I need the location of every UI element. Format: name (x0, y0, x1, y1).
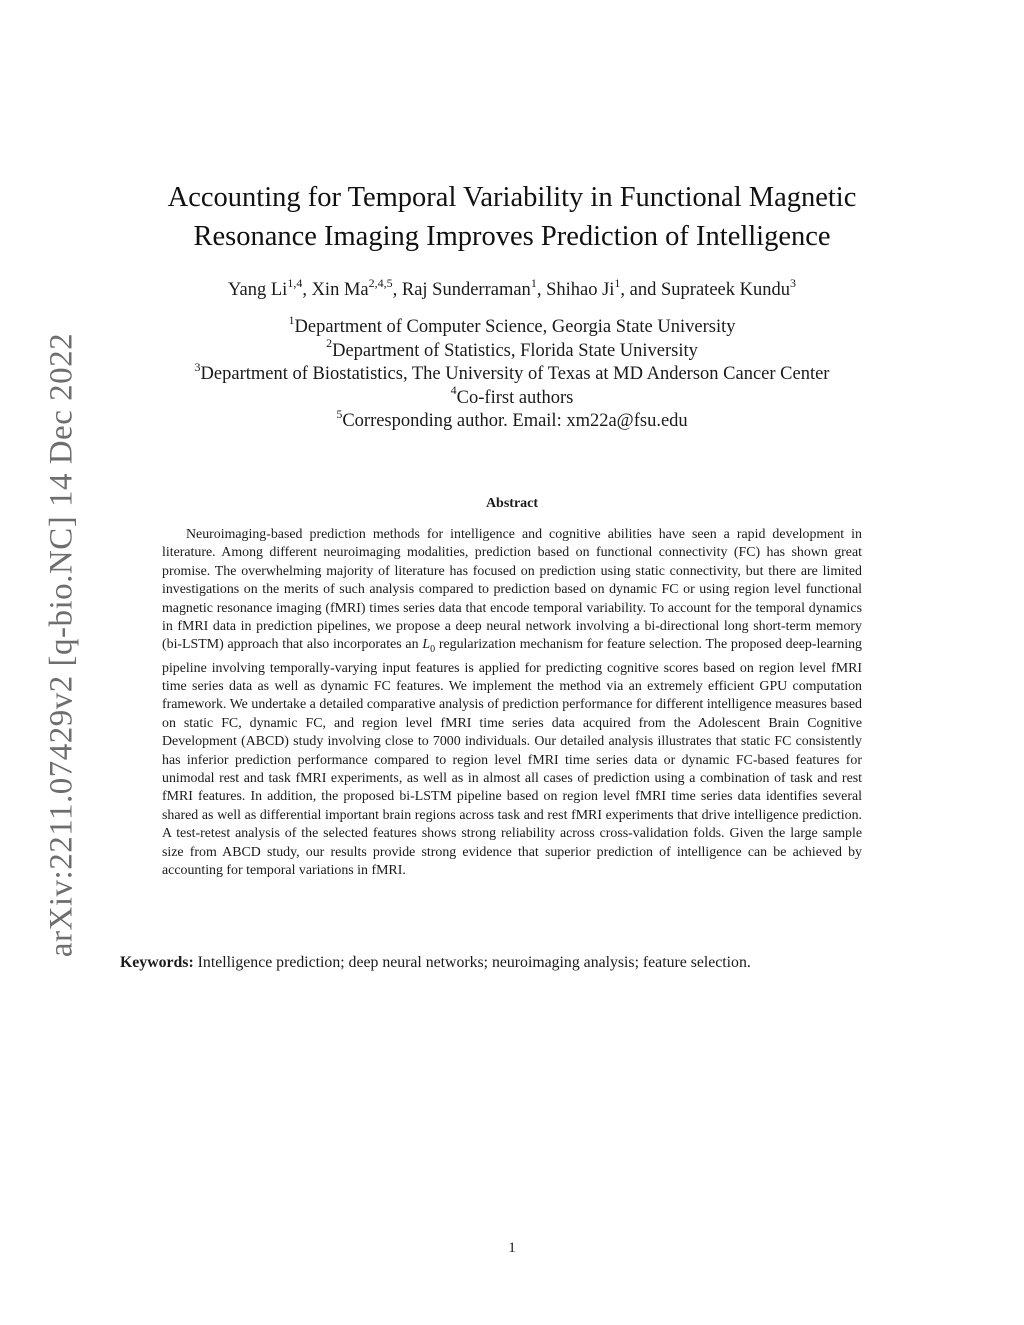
affiliation-2 (0, 336, 1024, 364)
author-5 (661, 275, 796, 300)
affiliation-marker: 5 (336, 406, 343, 421)
affiliation-text: Department of Biostatistics, The University of Texas at MD Anderson Cancer Center (200, 364, 830, 384)
author-separator: , (302, 280, 312, 300)
affiliation-marker: 3 (194, 359, 201, 374)
abstract-body (162, 526, 862, 881)
author-affiliation-marker: 1 (530, 275, 537, 290)
abstract-text-part-1: Neuroimaging-based prediction methods for intelligence and cognitive abilities have seen a rapid development in literature. Among different neuroimaging modalities, prediction based on functional connectivity (FC) has shown great promise. The overwhelming majority of literature has focused on prediction using static connectivity, but there are limited investigations on the merits of such analysis compared to prediction based on dynamic FC or using region level functional magnetic resonance imaging (fMRI) times series data that encode temporal variability. To account for the temporal dynamics in fMRI data in prediction pipelines, we propose a deep neural network involving a bi-directional long short-term memory (bi-LSTM) approach that also incorporates an (162, 527, 862, 653)
math-base: L (422, 637, 431, 653)
author-name: Yang Li (228, 280, 288, 300)
paper-title (0, 178, 1024, 256)
affiliation-5 (0, 406, 1024, 434)
author-2 (311, 275, 402, 300)
author-list (0, 275, 1024, 302)
arxiv-identifier-stamp: arXiv:2211.07429v2 [q-bio.NC] 14 Dec 2022 (43, 332, 80, 958)
math-subscript: 0 (430, 644, 436, 656)
author-affiliation-marker: 1 (614, 275, 621, 290)
author-3 (401, 275, 547, 300)
affiliation-1 (0, 312, 1024, 340)
author-separator: , (392, 280, 402, 300)
author-1 (228, 275, 312, 300)
affiliation-marker: 2 (326, 336, 333, 351)
title-line-2: Resonance Imaging Improves Prediction of Intelligence (193, 221, 831, 252)
author-name: Raj Sunderraman (401, 280, 531, 300)
keywords-label: Keywords: (120, 954, 194, 971)
author-affiliation-marker: 3 (789, 275, 796, 290)
affiliation-3 (0, 359, 1024, 387)
affiliation-list (0, 312, 1024, 434)
author-4 (546, 275, 662, 300)
author-name: Shihao Ji (546, 280, 615, 300)
page-number: 1 (508, 1240, 516, 1256)
affiliation-marker: 4 (450, 383, 457, 398)
author-separator: , (536, 280, 547, 300)
abstract-text-part-2: regularization mechanism for feature selection. The proposed deep-learning pipeline involving temporally-varying input features is applied for predicting cognitive scores based on region level fMRI time series data as well as dynamic FC features. We implement the method via an extremely efficient GPU computation framework. We undertake a detailed comparative analysis of prediction performance for different intelligence measures based on static FC, dynamic FC, and region level fMRI time series data acquired from the Adolescent Brain Cognitive Development (ABCD) study involving close to 7000 individuals. Our detailed analysis illustrates that static FC consistently has inferior prediction performance compared to region level fMRI time series data or dynamic FC-based features for unimodal rest and task fMRI experiments, as well as in almost all cases of prediction using a combination of task and rest fMRI features. In addition, the proposed bi-LSTM pipeline based on region level fMRI time series data identifies several shared as well as differential important brain regions across task and rest fMRI experiments that drive intelligence prediction. A test-retest analysis of the selected features shows strong reliability across cross-validation folds. Given the large sample size from ABCD study, our results provide strong evidence that superior prediction of intelligence can be achieved by accounting for temporal variations in fMRI. (162, 637, 863, 879)
author-affiliation-marker: 1,4 (287, 275, 303, 290)
affiliation-text: Co-first authors (456, 387, 574, 408)
abstract-heading: Abstract (485, 496, 539, 511)
author-name: Suprateek Kundu (661, 280, 790, 300)
affiliation-4 (0, 383, 1024, 411)
affiliation-text: Department of Computer Science, Georgia State University (294, 317, 736, 337)
author-separator: , and (620, 280, 662, 300)
title-line-1: Accounting for Temporal Variability in Functional Magnetic (167, 182, 857, 213)
affiliation-text: Department of Statistics, Florida State University (332, 340, 698, 361)
author-affiliation-marker: 2,4,5 (368, 275, 393, 290)
author-name: Xin Ma (311, 280, 369, 300)
affiliation-marker: 1 (288, 312, 295, 327)
abstract-math-l0 (422, 637, 436, 656)
affiliation-text: Corresponding author. Email: xm22a@fsu.edu (342, 411, 688, 431)
keywords-text: Intelligence prediction; deep neural networks; neuroimaging analysis; feature selection. (193, 954, 751, 971)
keywords (120, 953, 910, 973)
